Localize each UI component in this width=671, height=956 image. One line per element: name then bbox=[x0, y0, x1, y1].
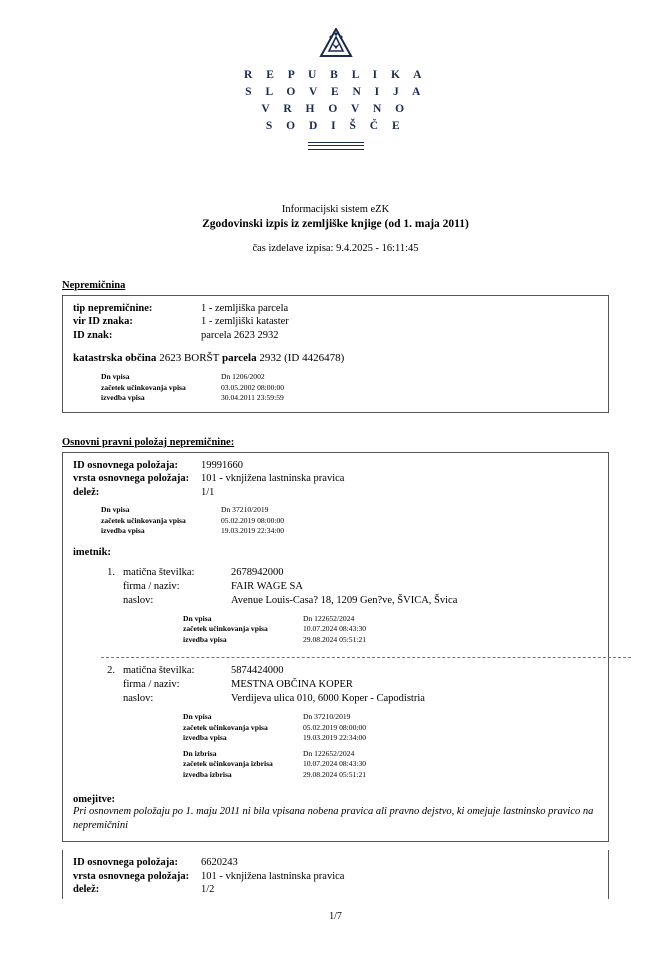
legal-status-box-1 bbox=[62, 452, 609, 843]
meta-row bbox=[183, 749, 598, 760]
holder-value: Verdijeva ulica 010, 6000 Koper - Capodistria bbox=[231, 693, 425, 705]
property-value: parcela 2623 2932 bbox=[201, 329, 279, 341]
property-value: 1 - zemljiški kataster bbox=[201, 316, 289, 328]
parcel-number: 2932 bbox=[259, 352, 282, 365]
holder-row bbox=[123, 692, 598, 706]
meta-row bbox=[183, 624, 598, 635]
holder-deletion-meta bbox=[183, 749, 598, 781]
holder-row bbox=[123, 678, 598, 692]
meta-key: izvedba vpisa bbox=[101, 526, 145, 536]
meta-value: 05.02.2019 08:00:00 bbox=[221, 515, 285, 525]
status-row bbox=[73, 883, 598, 897]
status-key: vrsta osnovnega položaja: bbox=[73, 473, 190, 485]
meta-key: Dn vpisa bbox=[101, 372, 130, 382]
cadastre-name: BORŠT bbox=[183, 352, 220, 365]
meta-key: izvedba vpisa bbox=[183, 733, 227, 743]
meta-row bbox=[101, 505, 598, 516]
crest-line-2: S L O V E N I J A bbox=[245, 86, 426, 98]
meta-key: začetek učinkovanja vpisa bbox=[101, 382, 186, 392]
meta-key: Dn vpisa bbox=[101, 505, 130, 515]
holder-index: 2. bbox=[107, 665, 115, 677]
crest-line-4: S O D I Š Č E bbox=[265, 120, 406, 132]
crest-title bbox=[62, 67, 609, 135]
crest-line-3: V R H O V N O bbox=[261, 103, 410, 115]
meta-key: začetek učinkovanja vpisa bbox=[183, 624, 268, 634]
meta-key: Dn vpisa bbox=[183, 613, 212, 623]
property-key: vir ID znaka: bbox=[73, 316, 133, 328]
section-label-legal-status: Osnovni pravni položaj nepremičnine: bbox=[62, 436, 235, 448]
meta-row bbox=[183, 614, 598, 625]
holder-key: naslov: bbox=[123, 693, 154, 705]
status-value: 1/2 bbox=[201, 884, 215, 896]
property-row bbox=[73, 315, 598, 329]
section-label-property: Nepremičnina bbox=[62, 279, 126, 291]
holder-entry bbox=[93, 566, 598, 646]
meta-row bbox=[101, 516, 598, 527]
meta-value: 10.07.2024 08:43:30 bbox=[303, 759, 367, 769]
holder-registration-meta bbox=[183, 712, 598, 744]
legal-status-box-2 bbox=[62, 850, 609, 899]
meta-value: 05.02.2019 08:00:00 bbox=[303, 722, 367, 732]
meta-row bbox=[183, 759, 598, 770]
holder-row bbox=[123, 566, 598, 580]
holder-key: firma / naziv: bbox=[123, 679, 180, 691]
status-row bbox=[73, 459, 598, 473]
page-number: 1/7 bbox=[329, 911, 342, 922]
meta-value: 10.07.2024 08:43:30 bbox=[303, 624, 367, 634]
status-registration-meta bbox=[101, 505, 598, 537]
holder-value: Avenue Louis-Casa? 18, 1209 Gen?ve, ŠVICA, Švica bbox=[231, 594, 458, 606]
meta-value: Dn 122652/2024 bbox=[303, 748, 355, 758]
status-value: 19991660 bbox=[201, 459, 243, 471]
meta-value: 29.08.2024 05:51:21 bbox=[303, 634, 367, 644]
parcel-id: (ID 4426478) bbox=[284, 352, 345, 365]
meta-value: 19.03.2019 22:34:00 bbox=[221, 526, 285, 536]
meta-key: izvedba izbrisa bbox=[183, 769, 232, 779]
status-key: delež: bbox=[73, 486, 100, 498]
restrictions-label: omejitve: bbox=[73, 794, 115, 806]
coat-of-arms-block bbox=[62, 0, 609, 150]
parcel-label: parcela bbox=[221, 352, 257, 365]
meta-value: 03.05.2002 08:00:00 bbox=[221, 382, 285, 392]
cadastre-code: 2623 bbox=[159, 352, 182, 365]
system-name: Informacijski sistem eZK bbox=[281, 203, 390, 215]
status-key: delež: bbox=[73, 884, 100, 896]
property-box bbox=[62, 295, 609, 413]
meta-row bbox=[183, 723, 598, 734]
meta-row bbox=[183, 712, 598, 723]
holder-index: 1. bbox=[107, 566, 115, 578]
holder-row bbox=[123, 580, 598, 594]
holder-key: naslov: bbox=[123, 594, 154, 606]
cadastral-line bbox=[73, 351, 598, 366]
meta-row bbox=[101, 393, 598, 404]
holder-value: 2678942000 bbox=[231, 566, 284, 578]
meta-key: izvedba vpisa bbox=[101, 393, 145, 403]
status-row bbox=[73, 486, 598, 500]
property-key: tip nepremičnine: bbox=[73, 302, 153, 314]
holder-value: 5874424000 bbox=[231, 665, 284, 677]
property-row bbox=[73, 302, 598, 316]
cadastre-label: katastrska občina bbox=[73, 352, 157, 365]
status-row bbox=[73, 472, 598, 486]
status-row bbox=[73, 870, 598, 884]
meta-key: začetek učinkovanja izbrisa bbox=[183, 759, 273, 769]
holder-value: FAIR WAGE SA bbox=[231, 580, 303, 592]
status-key: ID osnovnega položaja: bbox=[73, 459, 179, 471]
meta-value: Dn 37210/2019 bbox=[303, 712, 351, 722]
document-header bbox=[62, 202, 609, 256]
property-registration-meta bbox=[101, 372, 598, 404]
meta-value: 29.08.2024 05:51:21 bbox=[303, 769, 367, 779]
property-row bbox=[73, 329, 598, 343]
page-title: Zgodovinski izpis iz zemljiške knjige (od 1. maja 2011) bbox=[202, 217, 469, 230]
meta-row bbox=[101, 372, 598, 383]
status-key: vrsta osnovnega položaja: bbox=[73, 870, 190, 882]
meta-value: Dn 1206/2002 bbox=[221, 372, 265, 382]
status-value: 101 - vknjižena lastninska pravica bbox=[201, 473, 345, 485]
meta-key: izvedba vpisa bbox=[183, 634, 227, 644]
holder-key: matična številka: bbox=[123, 566, 195, 578]
meta-value: Dn 122652/2024 bbox=[303, 613, 355, 623]
meta-row bbox=[101, 383, 598, 394]
holder-value: MESTNA OBČINA KOPER bbox=[231, 679, 353, 691]
meta-row bbox=[101, 526, 598, 537]
slovenia-crest-icon bbox=[319, 28, 353, 63]
status-key: ID osnovnega položaja: bbox=[73, 857, 179, 869]
meta-row bbox=[183, 770, 598, 781]
holder-registration-meta bbox=[183, 614, 598, 646]
property-key: ID znak: bbox=[73, 329, 113, 341]
status-row bbox=[73, 856, 598, 870]
holder-divider bbox=[101, 657, 631, 658]
meta-key: začetek učinkovanja vpisa bbox=[101, 515, 186, 525]
meta-value: 19.03.2019 22:34:00 bbox=[303, 733, 367, 743]
generation-timestamp: čas izdelave izpisa: 9.4.2025 - 16:11:45 bbox=[252, 242, 419, 254]
holder-row bbox=[123, 594, 598, 608]
crest-underline-rules bbox=[308, 142, 364, 150]
property-value: 1 - zemljiška parcela bbox=[201, 302, 289, 314]
meta-key: Dn izbrisa bbox=[183, 748, 217, 758]
meta-key: začetek učinkovanja vpisa bbox=[183, 722, 268, 732]
restrictions-text: Pri osnovnem položaju po 1. maju 2011 ni bila vpisana nobena pravica ali pravno dejstvo, ki omejuje lastninsko pravico na nepremičnini bbox=[73, 806, 594, 832]
meta-row bbox=[183, 635, 598, 646]
holder-key: firma / naziv: bbox=[123, 580, 180, 592]
holder-row bbox=[123, 664, 598, 678]
crest-line-1: R E P U B L I K A bbox=[244, 69, 427, 81]
meta-value: 30.04.2011 23:59:59 bbox=[221, 393, 284, 403]
meta-row bbox=[183, 733, 598, 744]
meta-value: Dn 37210/2019 bbox=[221, 505, 269, 515]
status-value: 1/1 bbox=[201, 486, 215, 498]
status-value: 101 - vknjižena lastninska pravica bbox=[201, 870, 345, 882]
holder-label: imetnik: bbox=[73, 546, 111, 558]
holder-entry bbox=[93, 664, 598, 780]
status-value: 6620243 bbox=[201, 857, 238, 869]
holder-key: matična številka: bbox=[123, 665, 195, 677]
meta-key: Dn vpisa bbox=[183, 712, 212, 722]
